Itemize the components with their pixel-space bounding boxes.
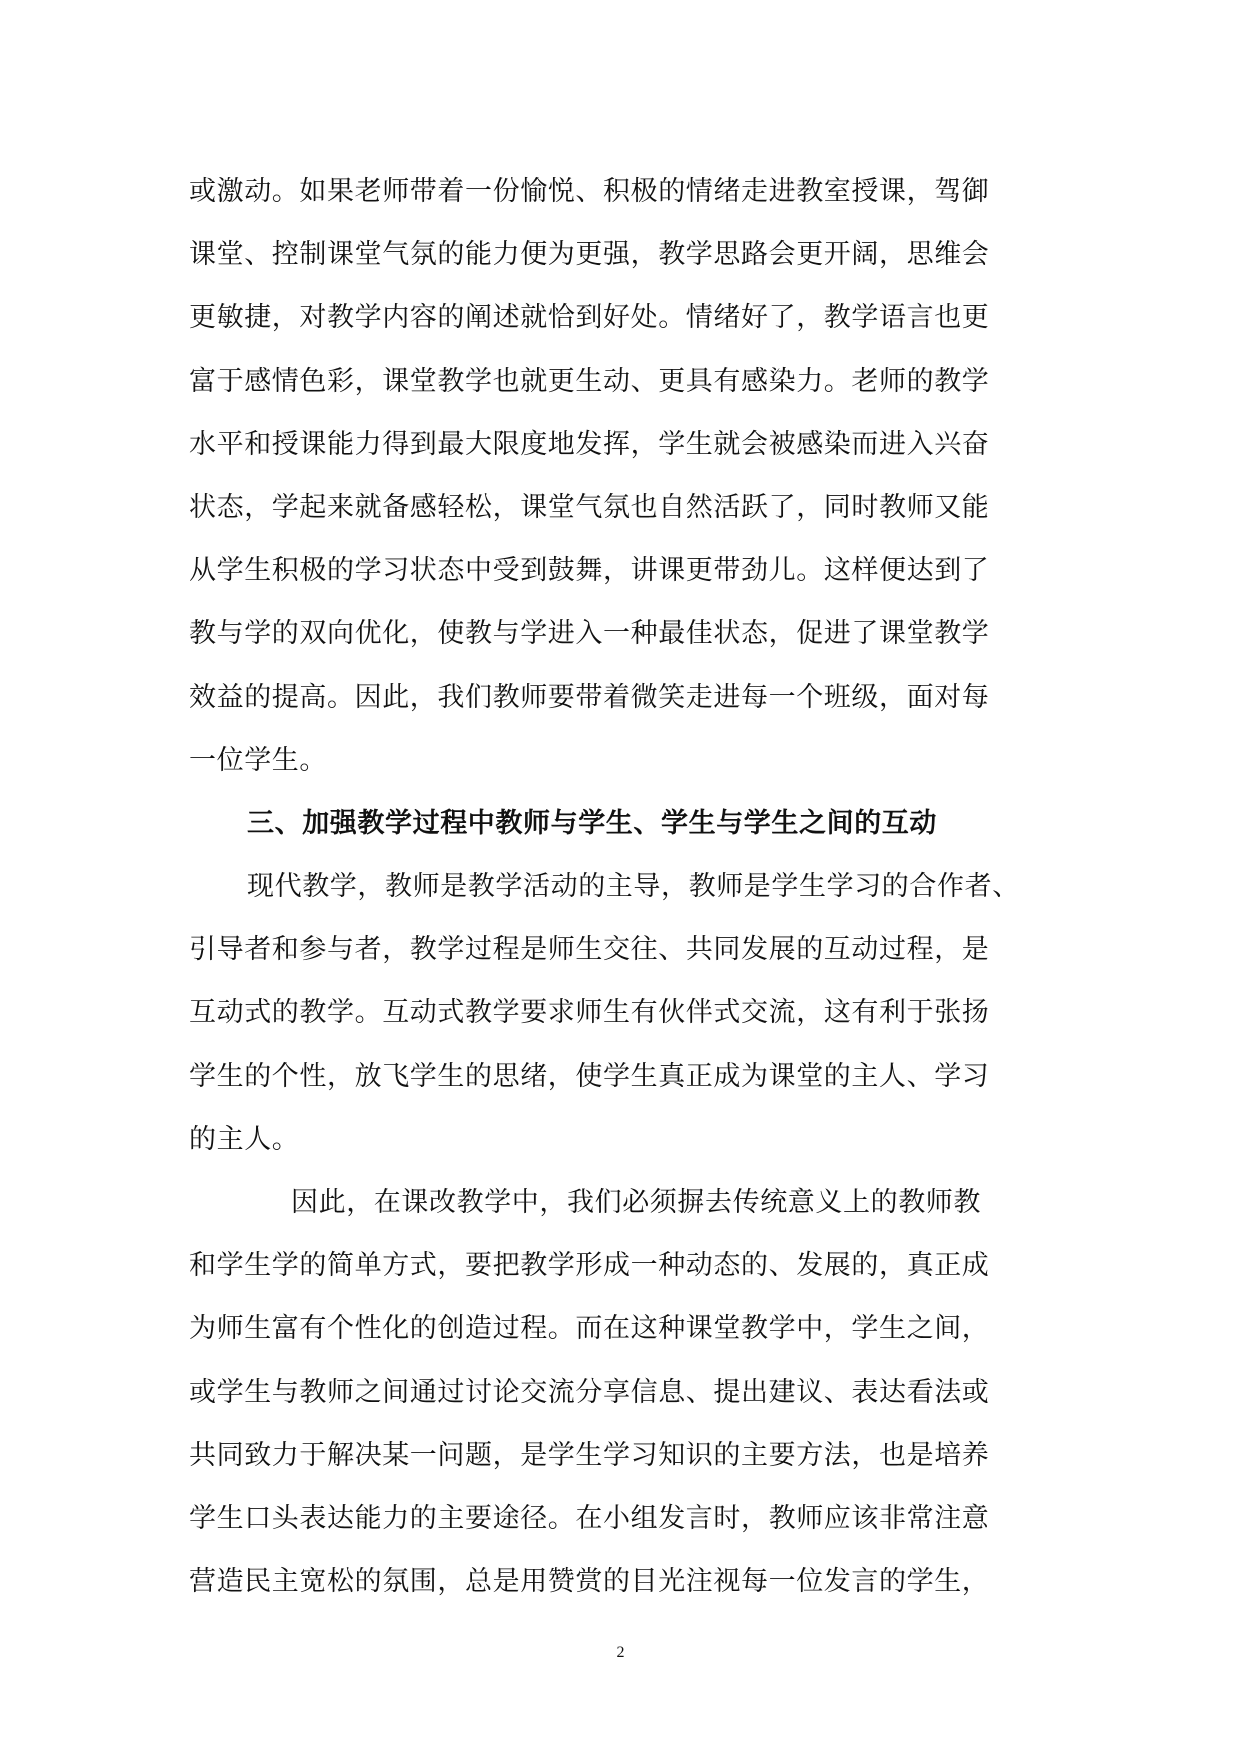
text-line: 互动式的教学。互动式教学要求师生有伙伴式交流，这有利于张扬 <box>189 997 990 1029</box>
text-line: 从学生积极的学习状态中受到鼓舞，讲课更带劲儿。这样便达到了 <box>189 555 990 587</box>
section-heading: 三、加强教学过程中教师与学生、学生与学生之间的互动 <box>247 807 937 839</box>
page-number: 2 <box>616 1644 625 1661</box>
text-line: 更敏捷，对教学内容的阐述就恰到好处。情绪好了，教学语言也更 <box>189 302 990 334</box>
text-line: 学生口头表达能力的主要途径。在小组发言时，教师应该非常注意 <box>189 1502 990 1534</box>
text-line: 营造民主宽松的氛围，总是用赞赏的目光注视每一位发言的学生， <box>189 1566 990 1598</box>
text-line: 现代教学，教师是教学活动的主导，教师是学生学习的合作者、 <box>247 871 1020 903</box>
text-line: 教与学的双向优化，使教与学进入一种最佳状态，促进了课堂教学 <box>189 618 990 650</box>
text-line: 为师生富有个性化的创造过程。而在这种课堂教学中，学生之间， <box>189 1313 990 1345</box>
text-line: 水平和授课能力得到最大限度地发挥，学生就会被感染而进入兴奋 <box>189 428 990 460</box>
text-line: 课堂、控制课堂气氛的能力便为更强，教学思路会更开阔，思维会 <box>189 239 990 271</box>
text-line: 学生的个性，放飞学生的思绪，使学生真正成为课堂的主人、学习 <box>189 1060 990 1092</box>
text-line: 或学生与教师之间通过讨论交流分享信息、提出建议、表达看法或 <box>189 1376 990 1408</box>
text-line: 引导者和参与者，教学过程是师生交往、共同发展的互动过程，是 <box>189 934 990 966</box>
body-text <box>189 160 1024 1613</box>
text-line: 共同致力于解决某一问题，是学生学习知识的主要方法，也是培养 <box>189 1439 990 1471</box>
text-line: 效益的提高。因此，我们教师要带着微笑走进每一个班级，面对每 <box>189 681 990 713</box>
text-line: 或激动。如果老师带着一份愉悦、积极的情绪走进教室授课，驾御 <box>189 176 990 207</box>
text-line: 因此，在课改教学中，我们必须摒去传统意义上的教师教 <box>291 1187 981 1218</box>
text-line: 的主人。 <box>189 1123 300 1155</box>
text-line: 和学生学的简单方式，要把教学形成一种动态的、发展的，真正成 <box>189 1250 990 1282</box>
text-line: 富于感情色彩，课堂教学也就更生动、更具有感染力。老师的教学 <box>189 365 990 397</box>
text-line: 状态，学起来就备感轻松，课堂气氛也自然活跃了，同时教师又能 <box>189 491 990 523</box>
text-line: 一位学生。 <box>189 744 327 776</box>
